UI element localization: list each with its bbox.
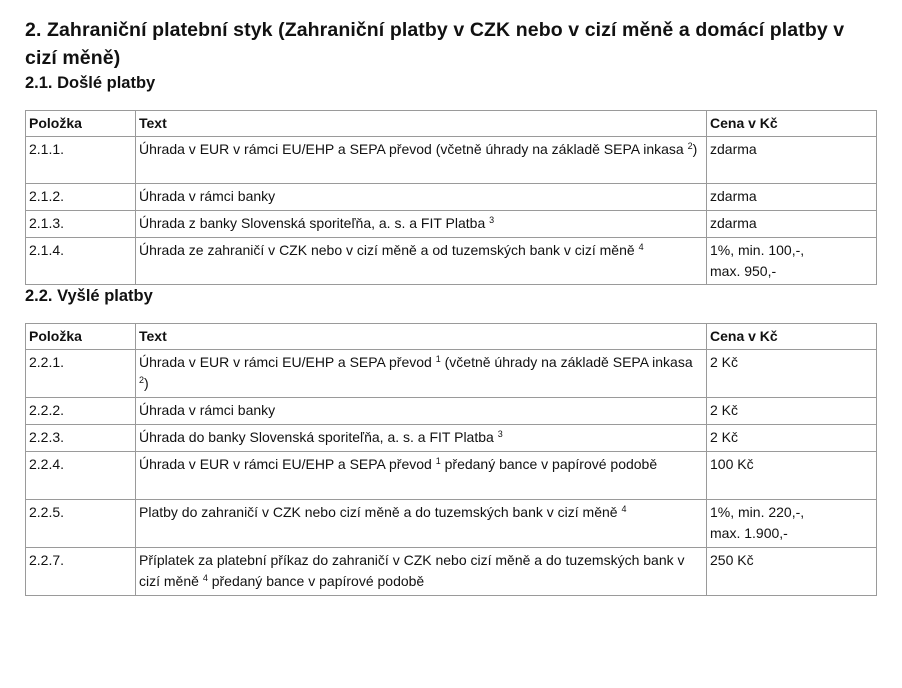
row-text-part: Úhrada do banky Slovenská sporiteľňa, a. s. a FIT Platba: [139, 429, 498, 445]
footnote-ref: 4: [638, 242, 644, 252]
row-price: [707, 548, 877, 596]
table-row: [26, 184, 877, 211]
row-text: [136, 548, 707, 596]
row-code: 2.1.4.: [26, 238, 136, 285]
row-price: [707, 350, 877, 398]
table-row: [26, 238, 877, 285]
table-row: [26, 425, 877, 452]
footnote-ref: 2: [139, 375, 145, 385]
price-line: 2 Kč: [710, 429, 739, 445]
footnote-ref: 4: [621, 504, 627, 514]
price-line: max. 1.900,-: [710, 525, 788, 541]
row-text-part: Úhrada v EUR v rámci EU/EHP a SEPA převod (včetně úhrady na základě SEPA inkasa: [139, 141, 688, 157]
price-line: 1%, min. 100,-,: [710, 242, 805, 258]
row-text-part: Platby do zahraničí v CZK nebo cizí měně a do tuzemských bank v cizí měně: [139, 504, 622, 520]
section-title-incoming: 2.1. Došlé platby: [25, 74, 156, 92]
row-price: [707, 425, 877, 452]
row-code: 2.1.3.: [26, 211, 136, 238]
row-code: 2.2.5.: [26, 500, 136, 548]
price-line: 250 Kč: [710, 552, 754, 568]
table-row: [26, 211, 877, 238]
row-price: [707, 398, 877, 425]
footnote-ref: 1: [435, 456, 441, 466]
section-title-outgoing: 2.2. Vyšlé platby: [25, 287, 153, 305]
row-text-part: (včetně úhrady na základě SEPA inkasa: [440, 354, 693, 370]
price-line: zdarma: [710, 215, 757, 231]
row-code: 2.1.2.: [26, 184, 136, 211]
row-text-part: ): [692, 141, 698, 157]
price-line: 2 Kč: [710, 354, 739, 370]
row-text: [136, 452, 707, 500]
header-text: Text: [136, 324, 707, 350]
row-text-part: předaný bance v papírové podobě: [440, 456, 658, 472]
price-line: zdarma: [710, 141, 757, 157]
row-text-part: Úhrada v EUR v rámci EU/EHP a SEPA převod: [139, 456, 436, 472]
row-text-part: Úhrada v rámci banky: [139, 188, 276, 204]
header-price: Cena v Kč: [707, 324, 877, 350]
row-code: 2.2.3.: [26, 425, 136, 452]
row-text-part: Příplatek za platební příkaz do zahraničí v CZK nebo cizí měně a do tuzemských bank v cizí měně: [139, 552, 685, 589]
header-item: Položka: [26, 111, 136, 137]
row-text: [136, 238, 707, 285]
header-text: Text: [136, 111, 707, 137]
row-price: [707, 452, 877, 500]
price-line: max. 950,-: [710, 263, 777, 279]
incoming-payments-table: [25, 110, 877, 285]
footnote-ref: 3: [489, 215, 495, 225]
header-item: Položka: [26, 324, 136, 350]
row-text: [136, 350, 707, 398]
footnote-ref: 4: [202, 573, 208, 583]
table-row: [26, 548, 877, 596]
table-header-row: [26, 111, 877, 137]
row-text-part: Úhrada ze zahraničí v CZK nebo v cizí měně a od tuzemských bank v cizí měně: [139, 242, 639, 258]
row-text-part: Úhrada z banky Slovenská sporiteľňa, a. s. a FIT Platba: [139, 215, 490, 231]
row-price: [707, 184, 877, 211]
footnote-ref: 2: [687, 141, 693, 151]
row-text-part: ): [144, 375, 149, 391]
table-row: [26, 452, 877, 500]
row-price: [707, 500, 877, 548]
table-row: [26, 137, 877, 184]
price-line: 2 Kč: [710, 402, 739, 418]
outgoing-payments-table: [25, 323, 877, 596]
footnote-ref: 1: [435, 354, 441, 364]
row-text: [136, 211, 707, 238]
row-text: [136, 500, 707, 548]
row-code: 2.2.4.: [26, 452, 136, 500]
row-code: 2.2.1.: [26, 350, 136, 398]
header-price: Cena v Kč: [707, 111, 877, 137]
row-price: [707, 137, 877, 184]
page-title: 2. Zahraniční platební styk (Zahraniční platby v CZK nebo v cizí měně a domácí platby v cizí měně): [25, 19, 845, 69]
row-price: [707, 238, 877, 285]
price-line: 100 Kč: [710, 456, 754, 472]
row-code: 2.2.7.: [26, 548, 136, 596]
row-text: [136, 184, 707, 211]
footnote-ref: 3: [497, 429, 503, 439]
table-row: [26, 398, 877, 425]
table-row: [26, 500, 877, 548]
row-text-part: předaný bance v papírové podobě: [207, 573, 425, 589]
table-header-row: [26, 324, 877, 350]
row-code: 2.2.2.: [26, 398, 136, 425]
row-text-part: Úhrada v EUR v rámci EU/EHP a SEPA převod: [139, 354, 436, 370]
row-text: [136, 137, 707, 184]
document-page: [25, 16, 877, 596]
row-code: 2.1.1.: [26, 137, 136, 184]
row-price: [707, 211, 877, 238]
price-line: zdarma: [710, 188, 757, 204]
row-text: [136, 425, 707, 452]
table-row: [26, 350, 877, 398]
price-line: 1%, min. 220,-,: [710, 504, 805, 520]
row-text: [136, 398, 707, 425]
row-text-part: Úhrada v rámci banky: [139, 402, 276, 418]
